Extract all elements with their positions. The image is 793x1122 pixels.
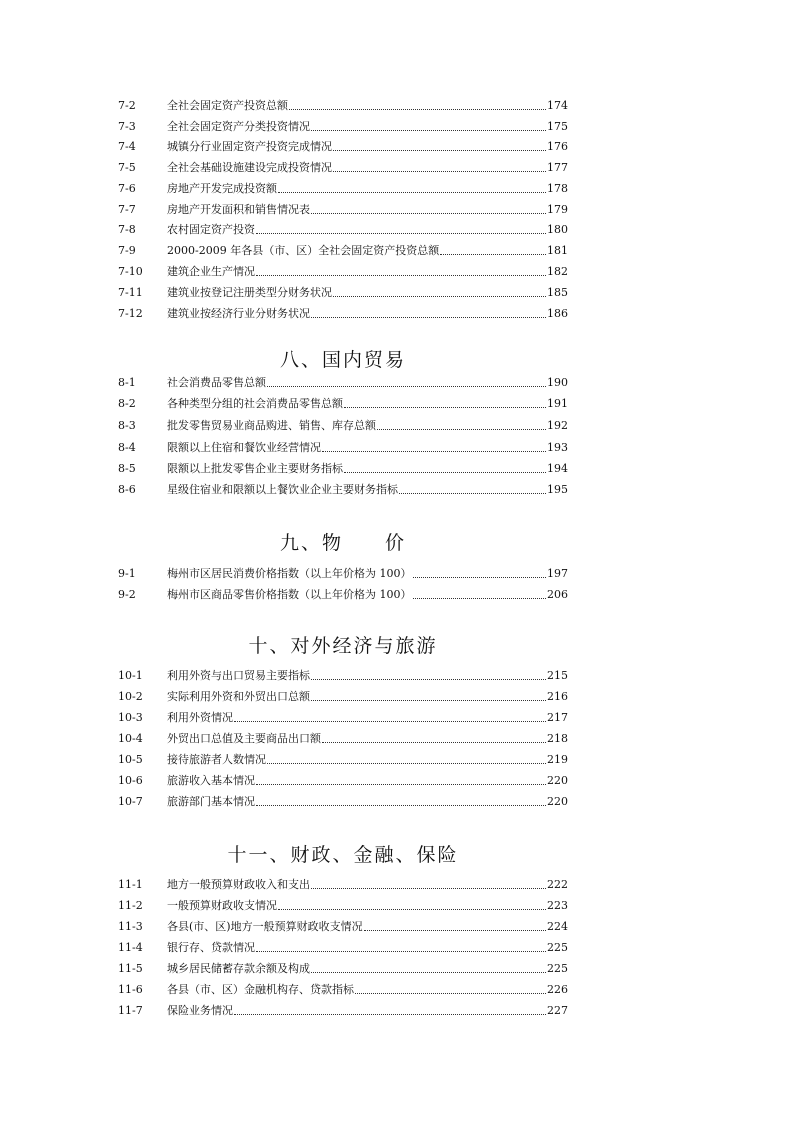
entry-title: 星级住宿业和限额以上餐饮业企业主要财务指标 — [167, 483, 398, 496]
dot-leader — [344, 406, 546, 408]
entry-line — [167, 917, 568, 937]
entry-number: 9-2 — [118, 588, 136, 601]
entry-line — [167, 564, 568, 584]
dot-leader — [256, 274, 546, 276]
entry-line — [167, 137, 568, 157]
entry-page: 217 — [547, 711, 568, 724]
entry-title: 批发零售贸易业商品购进、销售、库存总额 — [167, 419, 376, 432]
entry-title: 银行存、贷款情况 — [167, 941, 255, 954]
entry-title: 利用外资与出口贸易主要指标 — [167, 669, 310, 682]
entry-page: 206 — [547, 588, 568, 601]
toc-entry[interactable] — [118, 241, 568, 261]
entry-line — [167, 1001, 568, 1021]
dot-leader — [311, 971, 546, 973]
entry-page: 216 — [547, 690, 568, 703]
entry-page: 220 — [547, 795, 568, 808]
entry-number: 10-4 — [118, 732, 143, 745]
dot-leader — [278, 191, 546, 193]
toc-entry[interactable] — [118, 373, 568, 393]
entry-line — [167, 708, 568, 728]
entry-title: 保险业务情况 — [167, 1004, 233, 1017]
toc-entry[interactable] — [118, 117, 568, 137]
toc-entry[interactable] — [118, 394, 568, 414]
entry-number: 11-1 — [118, 878, 143, 891]
entry-line — [167, 459, 568, 479]
dot-leader — [234, 1013, 546, 1015]
dot-leader — [311, 316, 546, 318]
entry-title: 2000-2009 年各县（市、区）全社会固定资产投资总额 — [167, 244, 440, 257]
entry-line — [167, 750, 568, 770]
entry-number: 7-10 — [118, 265, 143, 278]
dot-leader — [311, 887, 546, 889]
dot-leader — [322, 450, 546, 452]
entry-line — [167, 729, 568, 749]
entry-line — [167, 416, 568, 436]
entry-page: 224 — [547, 920, 568, 933]
entry-title: 地方一般预算财政收入和支出 — [167, 878, 310, 891]
entry-number: 7-6 — [118, 182, 136, 195]
entry-title: 房地产开发面积和销售情况表 — [167, 203, 310, 216]
entry-line — [167, 585, 568, 605]
dot-leader — [256, 804, 546, 806]
entry-title: 全社会基础设施建设完成投资情况 — [167, 161, 332, 174]
entry-page: 223 — [547, 899, 568, 912]
dot-leader — [278, 908, 546, 910]
entry-number: 7-2 — [118, 99, 136, 112]
toc-entry[interactable] — [118, 771, 568, 791]
entry-line — [167, 938, 568, 958]
toc-entry[interactable] — [118, 416, 568, 436]
toc-entry[interactable] — [118, 179, 568, 199]
entry-line — [167, 959, 568, 979]
entry-number: 11-4 — [118, 941, 143, 954]
entry-page: 219 — [547, 753, 568, 766]
entry-page: 226 — [547, 983, 568, 996]
entry-line — [167, 158, 568, 178]
toc-entry[interactable] — [118, 708, 568, 728]
entry-number: 11-7 — [118, 1004, 143, 1017]
entry-page: 182 — [547, 265, 568, 278]
entry-title: 外贸出口总值及主要商品出口额 — [167, 732, 321, 745]
entry-title: 社会消费品零售总额 — [167, 376, 266, 389]
dot-leader — [267, 385, 546, 387]
entry-line — [167, 480, 568, 500]
entry-number: 9-1 — [118, 567, 136, 580]
entry-number: 11-6 — [118, 983, 143, 996]
entry-line — [167, 200, 568, 220]
entry-line — [167, 283, 568, 303]
entry-title: 限额以上住宿和餐饮业经营情况 — [167, 441, 321, 454]
entry-line — [167, 687, 568, 707]
toc-entry[interactable] — [118, 438, 568, 458]
entry-page: 215 — [547, 669, 568, 682]
toc-entry[interactable] — [118, 158, 568, 178]
entry-number: 11-5 — [118, 962, 143, 975]
dot-leader — [267, 762, 546, 764]
dot-leader — [377, 428, 546, 430]
entry-title: 城乡居民储蓄存款余额及构成 — [167, 962, 310, 975]
toc-entry[interactable] — [118, 729, 568, 749]
entry-number: 7-5 — [118, 161, 136, 174]
entry-title: 实际利用外资和外贸出口总额 — [167, 690, 310, 703]
entry-line — [167, 438, 568, 458]
entry-title: 旅游部门基本情况 — [167, 795, 255, 808]
entry-number: 7-11 — [118, 286, 143, 299]
toc-entry[interactable] — [118, 938, 568, 958]
toc-entry[interactable] — [118, 959, 568, 979]
dot-leader — [344, 471, 546, 473]
dot-leader — [333, 170, 546, 172]
toc-entry[interactable] — [118, 917, 568, 937]
entry-line — [167, 666, 568, 686]
entry-number: 11-2 — [118, 899, 143, 912]
entry-number: 11-3 — [118, 920, 143, 933]
dot-leader — [333, 295, 546, 297]
dot-leader — [440, 253, 546, 255]
toc-entry[interactable] — [118, 220, 568, 240]
toc-entry[interactable] — [118, 459, 568, 479]
entry-page: 195 — [547, 483, 568, 496]
dot-leader — [234, 720, 546, 722]
entry-page: 197 — [547, 567, 568, 580]
entry-number: 7-7 — [118, 203, 136, 216]
entry-title: 全社会固定资产分类投资情况 — [167, 120, 310, 133]
entry-title: 建筑企业生产情况 — [167, 265, 255, 278]
dot-leader — [311, 699, 546, 701]
dot-leader — [289, 108, 546, 110]
dot-leader — [413, 576, 547, 578]
toc-entry[interactable] — [118, 283, 568, 303]
toc-entry[interactable] — [118, 304, 568, 324]
toc-entry[interactable] — [118, 564, 568, 584]
dot-leader — [311, 678, 546, 680]
section-heading: 八、国内贸易 — [279, 349, 406, 371]
entry-title: 梅州市区居民消费价格指数（以上年价格为 100） — [167, 567, 412, 580]
entry-number: 8-4 — [118, 441, 136, 454]
entry-page: 194 — [547, 462, 568, 475]
entry-number: 7-4 — [118, 140, 136, 153]
dot-leader — [311, 129, 546, 131]
entry-line — [167, 771, 568, 791]
toc-entry[interactable] — [118, 200, 568, 220]
entry-number: 10-3 — [118, 711, 143, 724]
toc-entry[interactable] — [118, 792, 568, 812]
dot-leader — [399, 492, 546, 494]
toc-entry[interactable] — [118, 480, 568, 500]
entry-page: 218 — [547, 732, 568, 745]
dot-leader — [256, 232, 546, 234]
entry-title: 房地产开发完成投资额 — [167, 182, 277, 195]
entry-title: 利用外资情况 — [167, 711, 233, 724]
entry-line — [167, 394, 568, 414]
entry-line — [167, 262, 568, 282]
entry-line — [167, 896, 568, 916]
dot-leader — [256, 950, 546, 952]
entry-number: 10-2 — [118, 690, 143, 703]
entry-page: 180 — [547, 223, 568, 236]
entry-title: 建筑业按经济行业分财务状况 — [167, 307, 310, 320]
entry-title: 接待旅游者人数情况 — [167, 753, 266, 766]
entry-number: 10-5 — [118, 753, 143, 766]
entry-number: 7-8 — [118, 223, 136, 236]
entry-title: 各县(市、区)地方一般预算财政收支情况 — [167, 920, 363, 933]
entry-page: 178 — [547, 182, 568, 195]
toc-entry[interactable] — [118, 96, 568, 116]
entry-title: 建筑业按登记注册类型分财务状况 — [167, 286, 332, 299]
entry-page: 176 — [547, 140, 568, 153]
entry-page: 177 — [547, 161, 568, 174]
entry-number: 7-9 — [118, 244, 136, 257]
entry-line — [167, 875, 568, 895]
entry-page: 227 — [547, 1004, 568, 1017]
entry-page: 175 — [547, 120, 568, 133]
entry-page: 181 — [547, 244, 568, 257]
toc-entry[interactable] — [118, 585, 568, 605]
entry-line — [167, 96, 568, 116]
section-heading: 十、对外经济与旅游 — [248, 635, 438, 657]
entry-title: 各种类型分组的社会消费品零售总额 — [167, 397, 343, 410]
toc-entry[interactable] — [118, 980, 568, 1000]
dot-leader — [355, 992, 546, 994]
dot-leader — [333, 149, 546, 151]
entry-page: 174 — [547, 99, 568, 112]
dot-leader — [311, 212, 546, 214]
entry-line — [167, 792, 568, 812]
entry-line — [167, 241, 568, 261]
dot-leader — [256, 783, 546, 785]
entry-number: 8-2 — [118, 397, 136, 410]
entry-number: 8-3 — [118, 419, 136, 432]
entry-page: 190 — [547, 376, 568, 389]
entry-title: 农村固定资产投资 — [167, 223, 255, 236]
entry-title: 全社会固定资产投资总额 — [167, 99, 288, 112]
entry-page: 179 — [547, 203, 568, 216]
entry-number: 10-6 — [118, 774, 143, 787]
entry-page: 185 — [547, 286, 568, 299]
entry-page: 191 — [547, 397, 568, 410]
entry-page: 186 — [547, 307, 568, 320]
section-heading: 九、物 价 — [279, 532, 406, 554]
entry-page: 220 — [547, 774, 568, 787]
entry-title: 城镇分行业固定资产投资完成情况 — [167, 140, 332, 153]
dot-leader — [413, 597, 547, 599]
section-heading: 十一、财政、金融、保险 — [227, 844, 459, 866]
entry-title: 限额以上批发零售企业主要财务指标 — [167, 462, 343, 475]
entry-page: 193 — [547, 441, 568, 454]
toc-entry[interactable] — [118, 262, 568, 282]
entry-page: 225 — [547, 962, 568, 975]
entry-number: 10-7 — [118, 795, 143, 808]
entry-line — [167, 980, 568, 1000]
entry-title: 旅游收入基本情况 — [167, 774, 255, 787]
entry-number: 8-6 — [118, 483, 136, 496]
entry-page: 225 — [547, 941, 568, 954]
toc-entry[interactable] — [118, 875, 568, 895]
entry-number: 8-1 — [118, 376, 136, 389]
entry-line — [167, 179, 568, 199]
entry-number: 8-5 — [118, 462, 136, 475]
toc-entry[interactable] — [118, 137, 568, 157]
toc-entry[interactable] — [118, 896, 568, 916]
toc-entry[interactable] — [118, 687, 568, 707]
entry-number: 7-3 — [118, 120, 136, 133]
entry-line — [167, 373, 568, 393]
dot-leader — [364, 929, 546, 931]
entry-number: 7-12 — [118, 307, 143, 320]
entry-page: 222 — [547, 878, 568, 891]
entry-title: 一般预算财政收支情况 — [167, 899, 277, 912]
entry-line — [167, 220, 568, 240]
toc-entry[interactable] — [118, 1001, 568, 1021]
entry-number: 10-1 — [118, 669, 143, 682]
entry-page: 192 — [547, 419, 568, 432]
toc-entry[interactable] — [118, 750, 568, 770]
entry-title: 梅州市区商品零售价格指数（以上年价格为 100） — [167, 588, 412, 601]
dot-leader — [322, 741, 546, 743]
toc-entry[interactable] — [118, 666, 568, 686]
entry-line — [167, 304, 568, 324]
entry-title: 各县（市、区）金融机构存、贷款指标 — [167, 983, 354, 996]
entry-line — [167, 117, 568, 137]
